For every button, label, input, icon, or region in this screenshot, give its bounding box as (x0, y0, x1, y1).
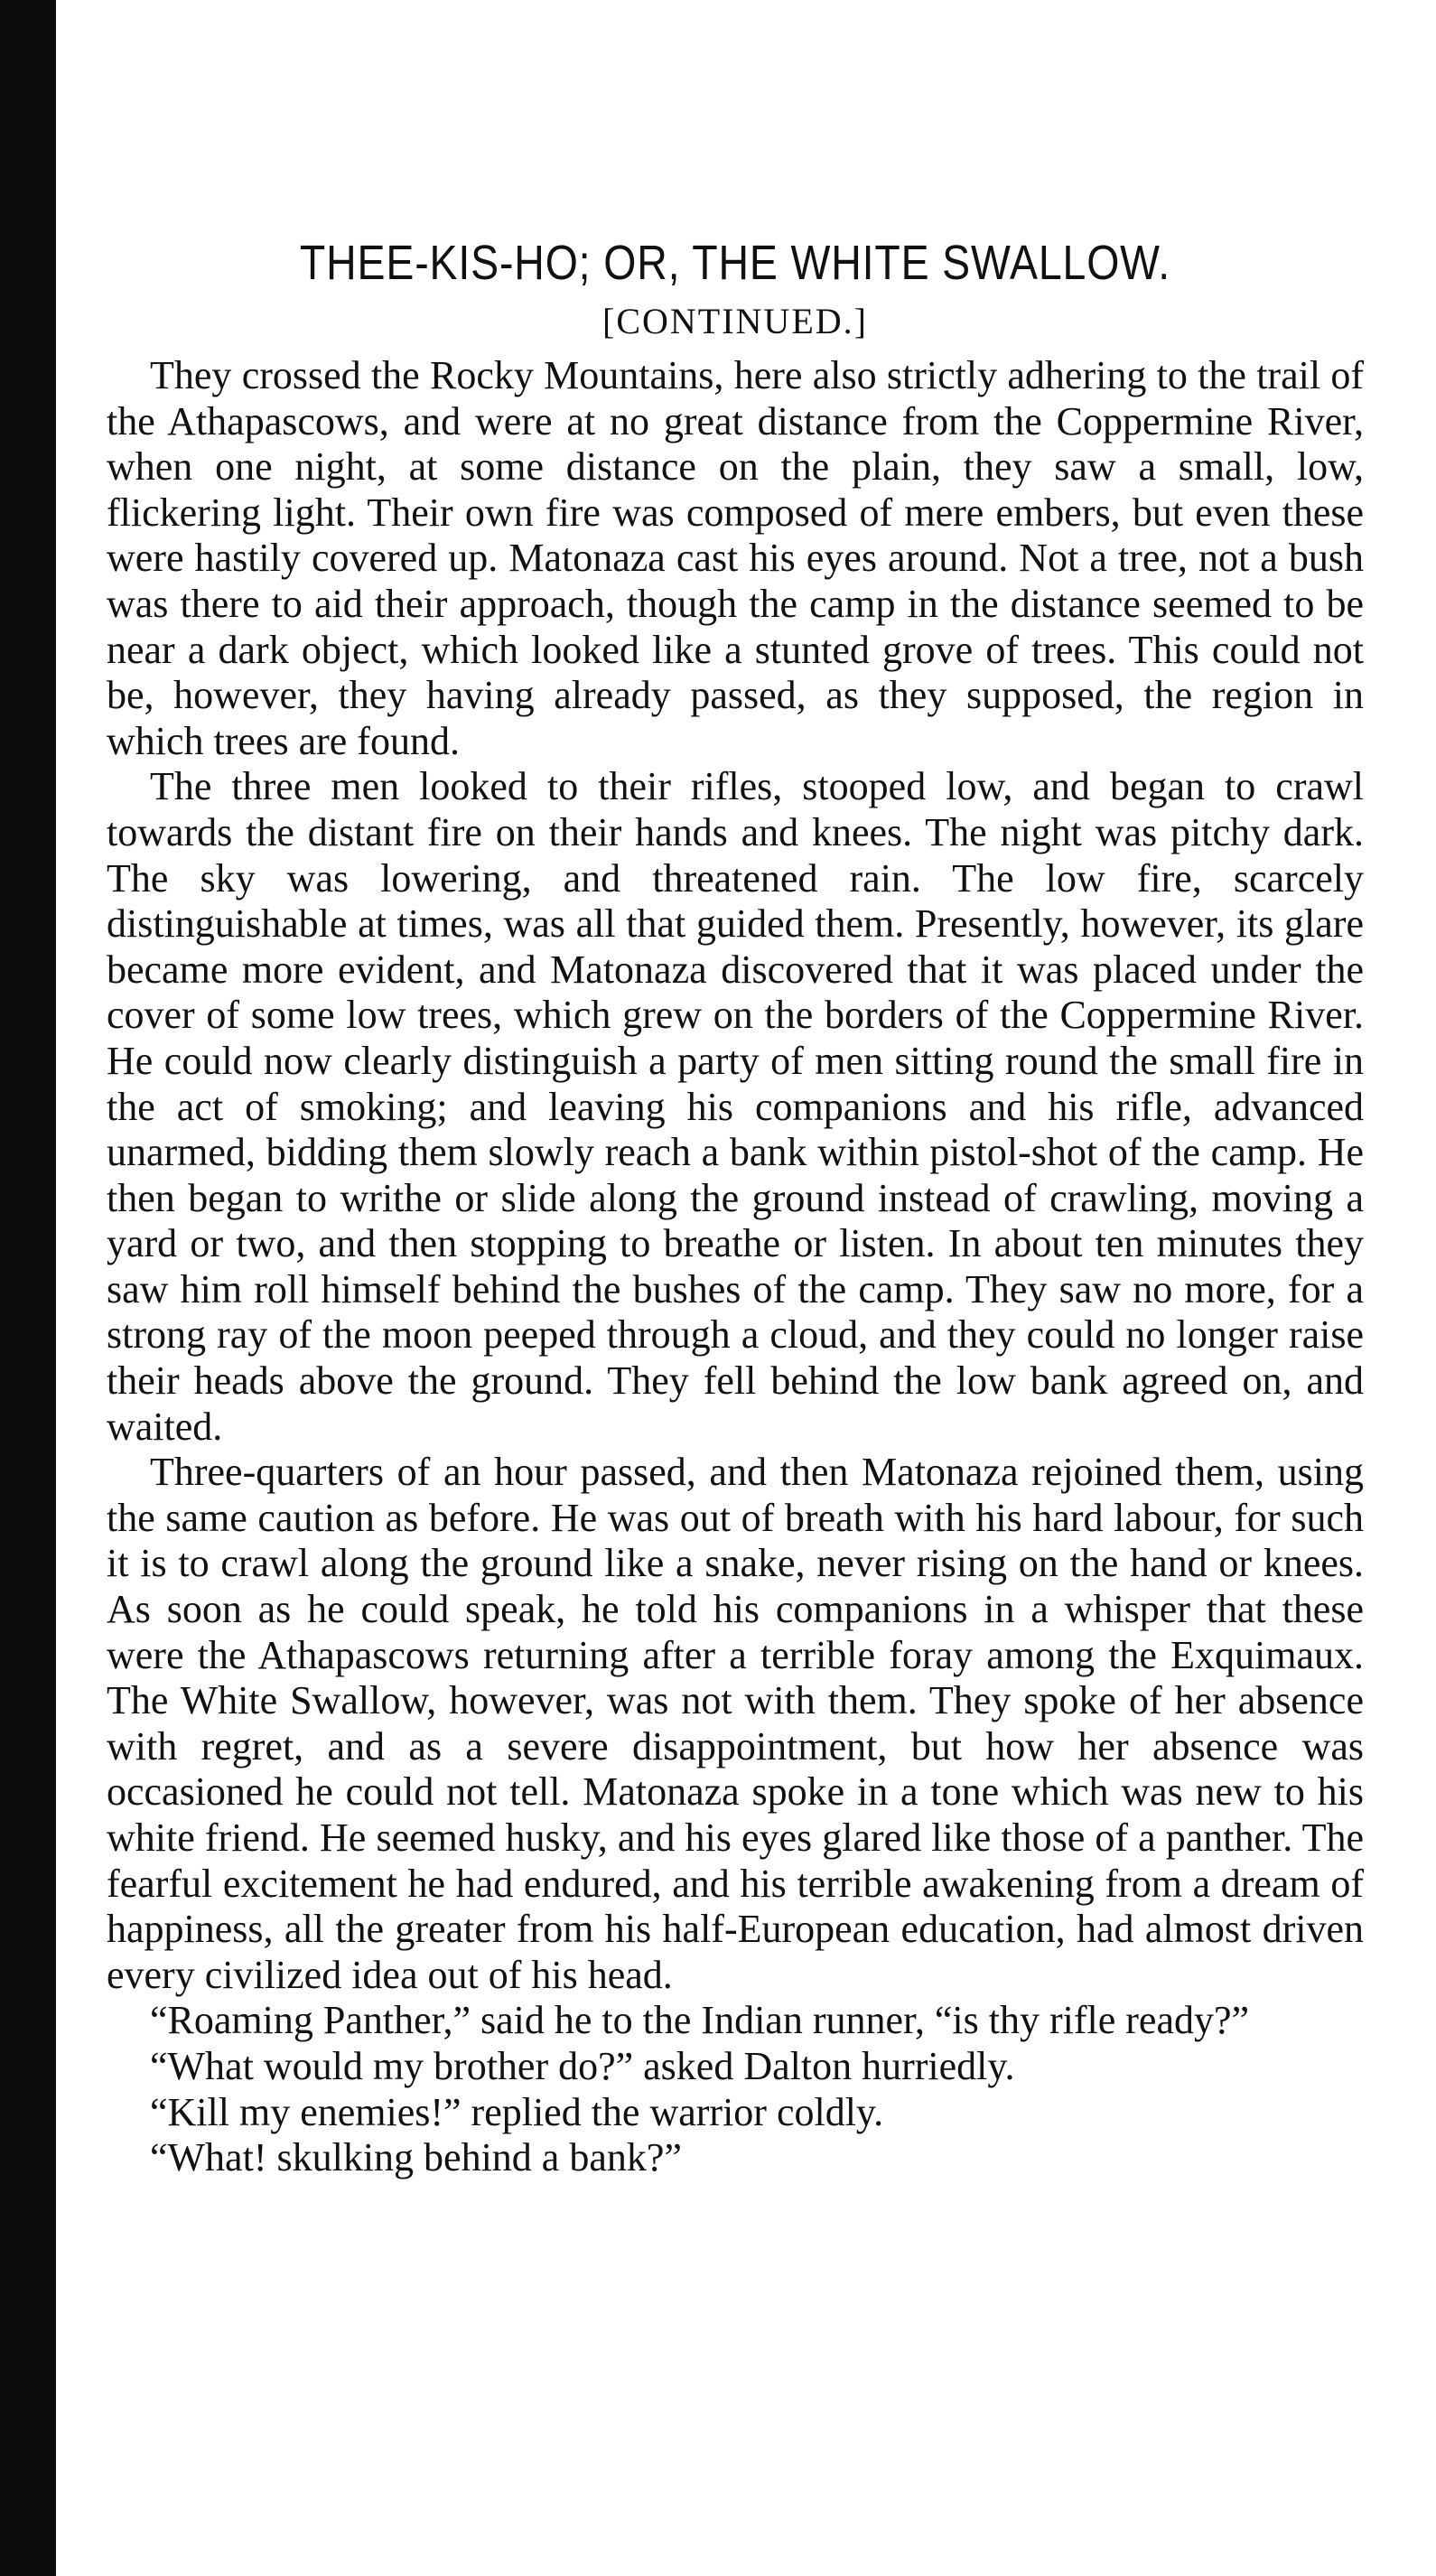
paragraph: “What! skulking behind a bank?” (150, 2135, 682, 2180)
paragraph: “What would my brother do?” asked Dalton hurriedly. (150, 2043, 1015, 2088)
article-title: THEE-KIS-HO; OR, THE WHITE SWALLOW. (299, 236, 1171, 290)
paragraph: They crossed the Rocky Mountains, here also strictly adhering to the trail of the Athapascows, and were at no great distance from the Coppermine River, when one night, at some distance on the plain, they saw a small, low, flickering light. Their own fire was composed of mere embers, but even these were hastily covered up. Matonaza cast his eyes around. Not a tree, not a bush was there to aid their approach, though the camp in the distance seemed to be near a dark object, which looked like a stunted grove of trees. This could not be, however, they having already passed, as they supposed, the region in which trees are found. (107, 353, 1364, 763)
page-binding-edge (0, 0, 56, 2576)
article-body (107, 353, 1364, 2181)
paragraph: “Kill my enemies!” replied the warrior coldly. (150, 2089, 884, 2134)
paragraph: The three men looked to their rifles, stooped low, and began to crawl towards the distant fire on their hands and knees. The night was pitchy dark. The sky was lowering, and threatened rain. The low fire, scarcely distinguishable at times, was all that guided them. Presently, however, its glare became more evident, and Matonaza discovered that it was placed under the cover of some low trees, which grew on the borders of the Coppermine River. He could now clearly distinguish a party of men sitting round the small fire in the act of smoking; and leaving his companions and his rifle, advanced unarmed, bidding them slowly reach a bank within pistol-shot of the camp. He then began to writhe or slide along the ground instead of crawling, moving a yard or two, and then stopping to breathe or listen. In about ten minutes they saw him roll himself behind the bushes of the camp. They saw no more, for a strong ray of the moon peeped through a cloud, and they could no longer raise their heads above the ground. They fell behind the low bank agreed on, and waited. (107, 764, 1364, 1449)
article-subtitle: [CONTINUED.] (602, 301, 868, 341)
paragraph: Three-quarters of an hour passed, and then Matonaza rejoined them, using the same caution as before. He was out of breath with his hard labour, for such it is to crawl along the ground like a snake, never rising on the hand or knees. As soon as he could speak, he told his companions in a whisper that these were the Athapascows returning after a terrible foray among the Exquimaux. The White Swallow, however, was not with them. They spoke of her absence with regret, and as a severe disappointment, but how her absence was occasioned he could not tell. Matonaza spoke in a tone which was new to his white friend. He seemed husky, and his eyes glared like those of a panther. The fearful excitement he had endured, and his terrible awakening from a dream of happiness, all the greater from his half-European education, had almost driven every civilized idea out of his head. (107, 1450, 1364, 1997)
article (107, 230, 1364, 2181)
paragraph: “Roaming Panther,” said he to the Indian runner, “is thy rifle ready?” (150, 1998, 1250, 2043)
